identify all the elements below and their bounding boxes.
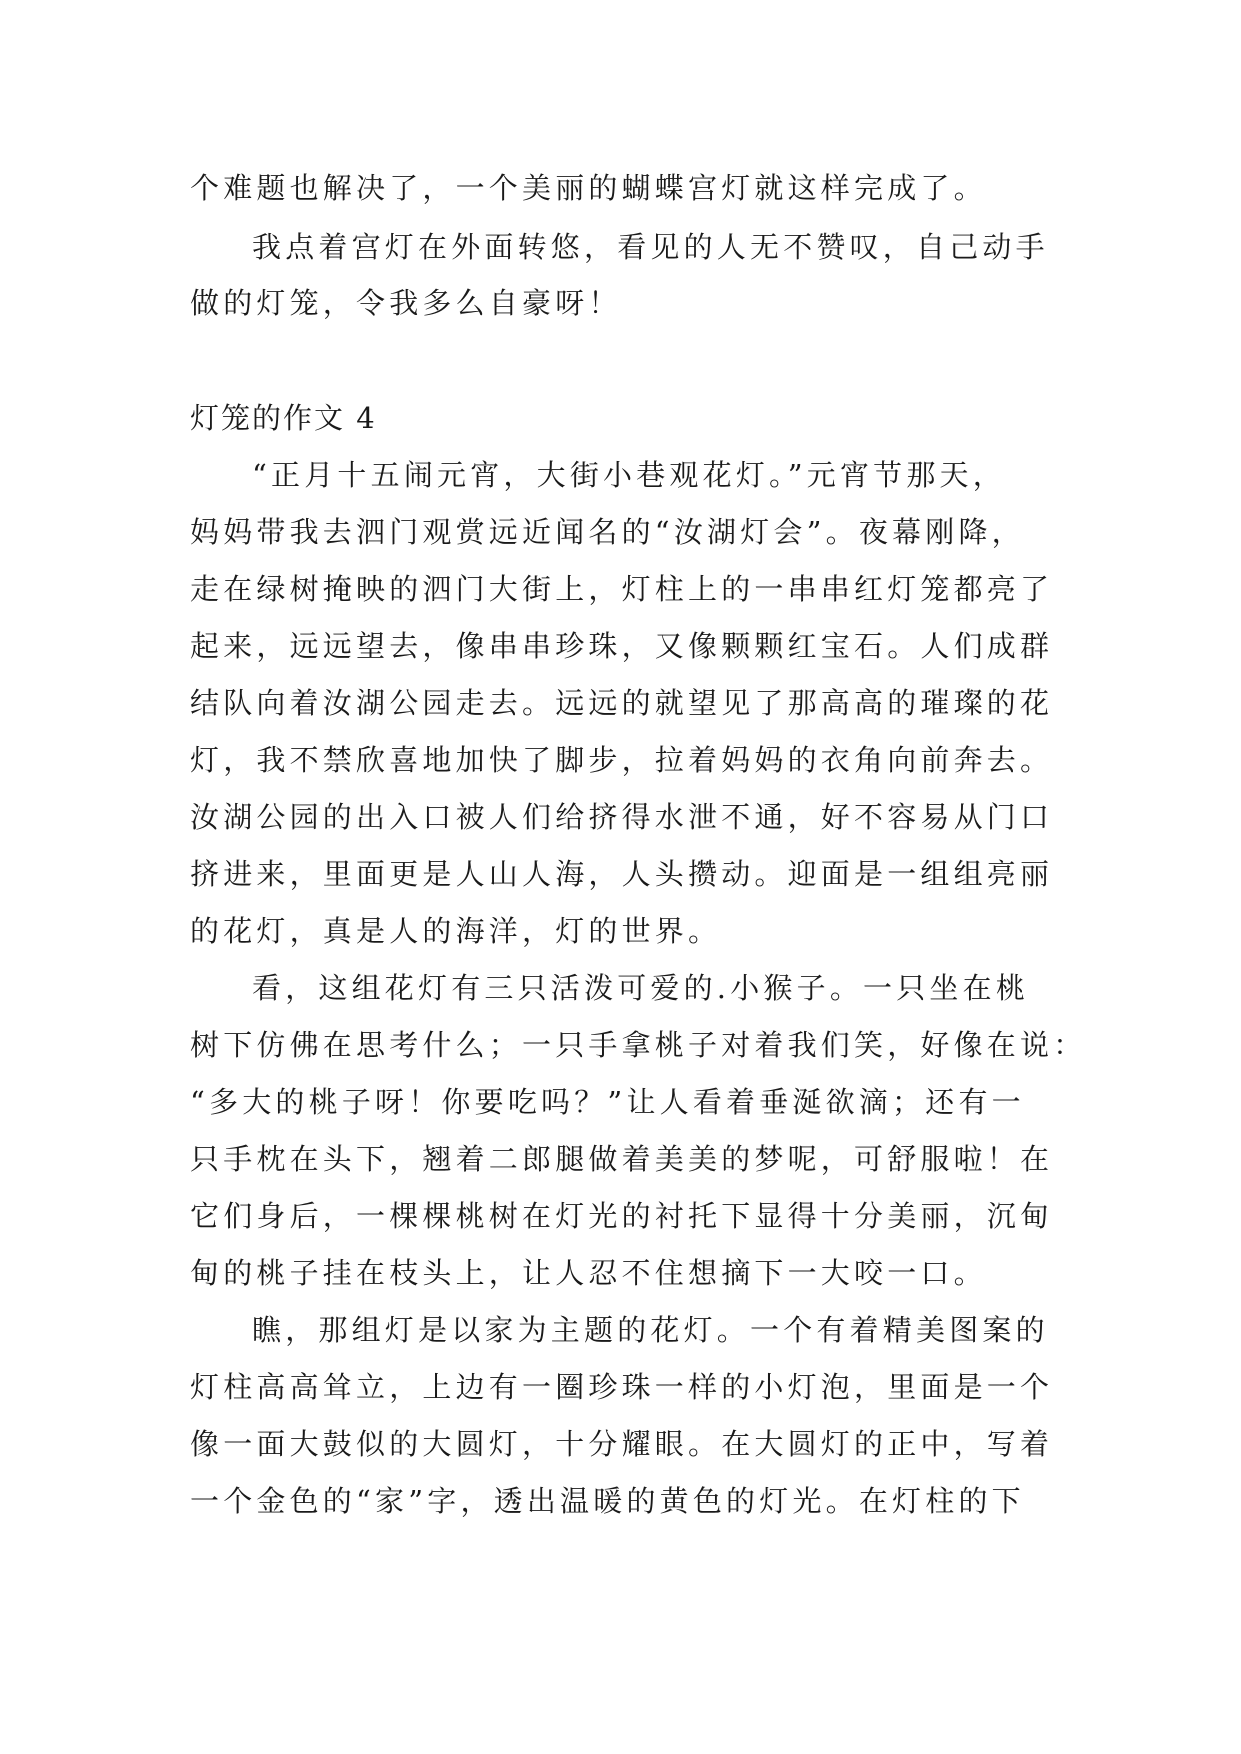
- text-line: 我点着宫灯在外面转悠，看见的人无不赞叹，自己动手: [252, 230, 1049, 264]
- text-line: 只手枕在头下，翘着二郎腿做着美美的梦呢，可舒服啦！在: [190, 1142, 1054, 1176]
- text-line: 起来，远远望去，像串串珍珠，又像颗颗红宝石。人们成群: [190, 629, 1054, 663]
- text-line: 汝湖公园的出入口被人们给挤得水泄不通，好不容易从门口: [190, 800, 1054, 834]
- text-line: 的花灯，真是人的海洋，灯的世界。: [190, 914, 722, 948]
- text-line: 妈妈带我去泗门观赏远近闻名的“汝湖灯会”。夜幕刚降，: [190, 515, 1025, 549]
- text-line: 像一面大鼓似的大圆灯，十分耀眼。在大圆灯的正中，写着: [190, 1427, 1054, 1461]
- text-line: 一个金色的“家”字，透出温暖的黄色的灯光。在灯柱的下: [190, 1484, 1025, 1518]
- text-line: 灯柱高高耸立，上边有一圈珍珠一样的小灯泡，里面是一个: [190, 1370, 1054, 1404]
- text-line: 结队向着汝湖公园走去。远远的就望见了那高高的璀璨的花: [190, 686, 1054, 720]
- text-line: 灯，我不禁欣喜地加快了脚步，拉着妈妈的衣角向前奔去。: [190, 743, 1054, 777]
- text-line: 树下仿佛在思考什么；一只手拿桃子对着我们笑，好像在说：: [190, 1028, 1087, 1062]
- text-line: 走在绿树掩映的泗门大街上，灯柱上的一串串红灯笼都亮了: [190, 572, 1054, 606]
- text-line: “正月十五闹元宵，大街小巷观花灯。”元宵节那天，: [252, 458, 1006, 492]
- text-line: 它们身后，一棵棵桃树在灯光的衬托下显得十分美丽，沉甸: [190, 1199, 1054, 1233]
- text-line: 看，这组花灯有三只活泼可爱的.小猴子。一只坐在桃: [252, 971, 1030, 1005]
- section-title: 灯笼的作文 4: [190, 401, 377, 435]
- text-line: “多大的桃子呀！你要吃吗？”让人看着垂涎欲滴；还有一: [190, 1085, 1025, 1119]
- text-line: 挤进来，里面更是人山人海，人头攒动。迎面是一组组亮丽: [190, 857, 1054, 891]
- text-line: 甸的桃子挂在枝头上，让人忍不住想摘下一大咬一口。: [190, 1256, 987, 1290]
- text-line: 做的灯笼，令我多么自豪呀！: [190, 286, 622, 320]
- text-line: 瞧，那组灯是以家为主题的花灯。一个有着精美图案的: [252, 1313, 1049, 1347]
- text-line: 个难题也解决了，一个美丽的蝴蝶宫灯就这样完成了。: [190, 171, 987, 205]
